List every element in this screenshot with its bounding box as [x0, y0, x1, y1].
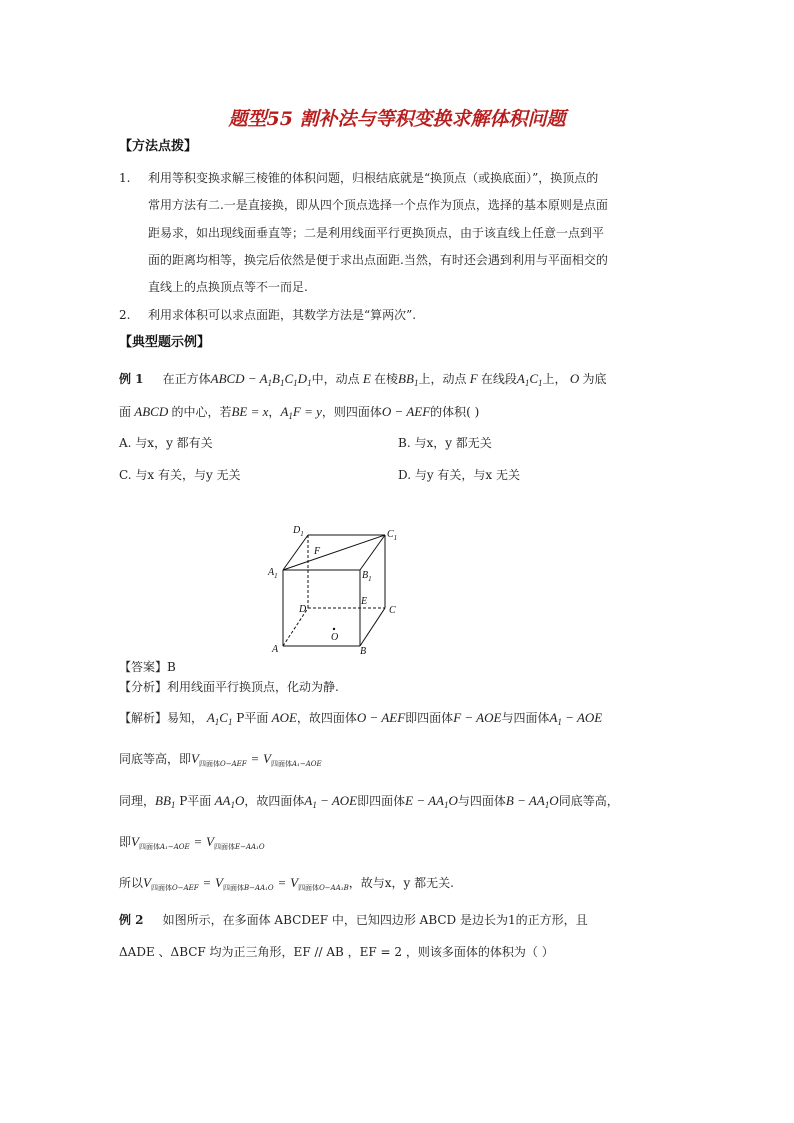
example2-line2: ΔADE 、ΔBCF 均为正三角形，EF // AB ，EF = 2 ，则该多面体的体积为（ ） [119, 945, 554, 959]
example2-line1: 例 2 如图所示，在多面体 ABCDEF 中，已知四边形 ABCD 是边长为1的正方形，且 [119, 913, 588, 927]
edge-b-c [360, 608, 385, 646]
method-item1-number: 1. [119, 171, 131, 185]
page-title: 题型55 割补法与等积变换求解体积问题 [228, 108, 566, 130]
solution-line2: 同底等高，即$V_{四面体O-AEF} = V_{四面体A_1-AOE}$ [119, 751, 322, 768]
example1-analysis: 【分析】利用线面平行换顶点，化动为静. [119, 680, 339, 694]
label-b1: $B_1$ [362, 570, 372, 583]
method-item1-line5: 直线上的点换顶点等不一而足. [148, 280, 308, 294]
label-f: F [314, 546, 321, 557]
example2-label: 例 2 [119, 913, 144, 927]
method-item1-line1: 利用等积变换求解三棱锥的体积问题，归根结底就是“换顶点（或换底面）”，换顶点的 [148, 171, 599, 185]
label-c: C [389, 605, 396, 616]
label-d: D [299, 604, 307, 615]
point-o [333, 628, 335, 630]
method-item1-line2: 常用方法有二.一是直接换，即从四个顶点选择一个点作为顶点，选择的基本原则是点面 [148, 198, 608, 212]
solution-line3: 同理，$BB_1$ P平面 $AA_1O$，故四面体$A_1$ − AOE即四面体$E - AA_1O$与四面体$B - AA_1O$同底等高， [119, 793, 619, 810]
method-item2-number: 2. [119, 308, 131, 322]
method-item1-line3: 距易求，如出现线面垂直等；二是利用线面平行更换顶点，由于该直线上任意一点到平 [148, 226, 605, 240]
example1-statement-line1: 例 1 在正方体ABCD − $A_1B_1C_1D_1$中，动点 E 在棱$BB_1$上，动点 F 在线段$A_1C_1$上， O 为底 [119, 371, 607, 388]
label-b: B [360, 646, 367, 657]
edge-a1-d1 [283, 535, 308, 570]
solution-line5: 所以$V_{四面体O-AEF} = V_{四面体B-AA_1O} = V_{四面体O-AA_1B}$，故与x，y 都无关. [119, 875, 454, 892]
example1-answer: 【答案】B [119, 660, 176, 674]
example1-statement-line2: 面 ABCD 的中心，若BE = x，$A_1F = y$，则四面体O − AEF的体积( ) [119, 404, 480, 421]
label-a: A [272, 644, 279, 655]
option-a: A. 与x，y 都有关 [119, 436, 213, 450]
label-d1: $D_1$ [293, 525, 304, 538]
solution-line4: 即$V_{四面体A_1-AOE} = V_{四面体E-AA_1O}$ [119, 834, 265, 851]
method-heading: 【方法点拨】 [119, 139, 198, 154]
label-o: O [331, 632, 339, 643]
label-e: E [361, 596, 368, 607]
method-item2-text: 利用求体积可以求点面距，其数学方法是“算两次”. [148, 308, 417, 322]
option-b: B. 与x，y 都无关 [398, 436, 492, 450]
option-c: C. 与x 有关，与y 无关 [119, 468, 241, 482]
label-c1: $C_1$ [387, 529, 398, 542]
label-a1: $A_1$ [268, 567, 278, 580]
method-item1-line4: 面的距离均相等，换完后依然是便于求出点面距.当然，有时还会遇到利用与平面相交的 [148, 253, 608, 267]
solution-line1: 【解析】易知， $A_1C_1$ P平面 AOE，故四面体O − AEF即四面体F − AOE与四面体$A_1$ − AOE [119, 710, 603, 727]
example1-label: 例 1 [119, 372, 144, 386]
edge-b1-c1 [360, 535, 385, 570]
cube-figure [264, 520, 414, 660]
option-d: D. 与y 有关，与x 无关 [398, 468, 520, 482]
examples-heading: 【典型题示例】 [119, 335, 211, 350]
segment-a1-c1 [283, 535, 385, 570]
